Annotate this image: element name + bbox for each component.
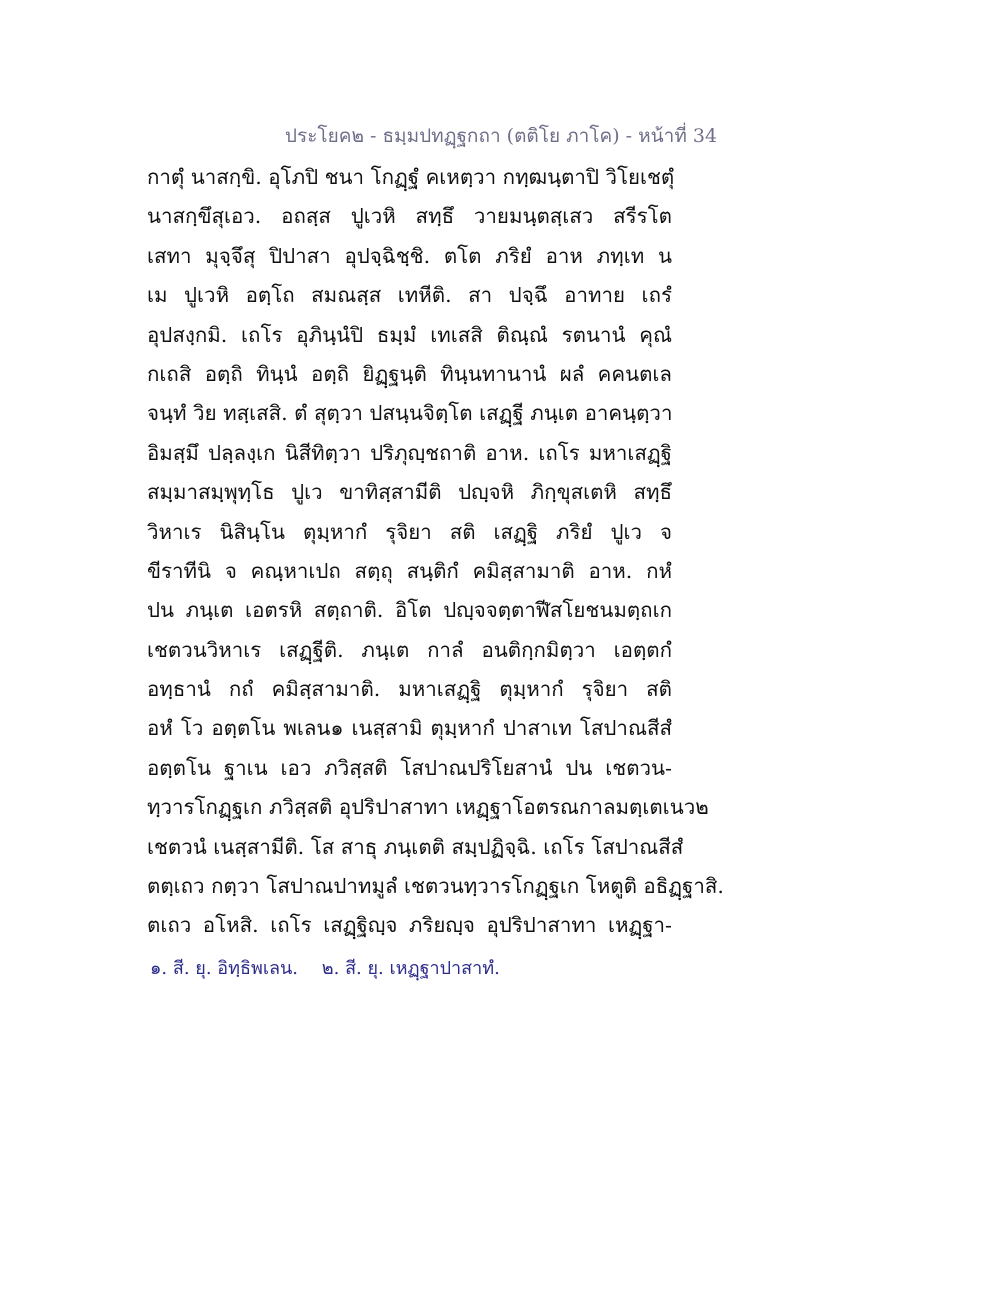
- text-line: ตตฺเถว กตฺวา โสปาณปาทมูลํ เชตวนทฺวารโกฏฺฐเก โหตูติ อธิฏฺฐาสิ.: [147, 874, 724, 899]
- text-line: ขีราทีนิ จ คณฺหาเปถ สตฺถุ สนฺติกํ คมิสฺสามาติ อาห. กหํ: [147, 558, 672, 583]
- text-line: นาสกฺขึสุเอว. อถสฺส ปูเวหิ สทฺธึ วายมนฺตสฺเสว สรีรโต: [147, 204, 672, 229]
- text-line: วิหาเร นิสินฺโน ตุมฺหากํ รุจิยา สติ เสฏฺฐิ ภริยํ ปูเว จ: [147, 519, 672, 544]
- page-header-title: ประโยค๒ - ธมฺมปทฏฺฐกถา (ตติโย ภาโค) - หน้าที่ 34: [284, 125, 718, 147]
- text-line: กเถสิ อตฺถิ ทินฺนํ อตฺถิ ยิฏฺฐนฺติ ทินฺนทานานํ ผลํ คคนตเล: [147, 361, 672, 386]
- footnotes: [150, 953, 518, 982]
- text-line: ตเถว อโหสิ. เถโร เสฏฺฐิญฺจ ภริยญฺจ อุปริปาสาทา เหฏฺฐา-: [147, 913, 672, 938]
- text-line: จนฺทํ วิย ทสฺเสสิ. ตํ สุตฺวา ปสนฺนจิตฺโต เสฏฺฐี ภนฺเต อาคนฺตฺวา: [147, 401, 673, 426]
- text-line: เสทา มุจฺจึสุ ปิปาสา อุปจฺฉิชฺชิ. ตโต ภริยํ อาห ภทฺเท น: [147, 243, 672, 268]
- text-line: อทฺธานํ กถํ คมิสฺสามาติ. มหาเสฏฺฐิ ตุมฺหากํ รุจิยา สติ: [147, 677, 672, 702]
- text-line: อิมสฺมึ ปลฺลงฺเก นิสีทิตฺวา ปริภุญฺชถาติ อาห. เถโร มหาเสฏฺฐิ: [147, 440, 672, 465]
- text-line: อตฺตโน ฐาเน เอว ภวิสฺสติ โสปาณปริโยสานํ ปน เชตวน-: [147, 755, 672, 780]
- text-line: ทฺวารโกฏฺฐเก ภวิสฺสติ อุปริปาสาทา เหฏฺฐาโอตรณกาลมตฺเตเนว๒: [147, 795, 709, 820]
- text-line: กาตุํ นาสกฺขิ. อุโภปิ ชนา โกฏฺฐํ คเหตฺวา กทฺฒนฺตาปิ วิโยเชตุํ: [147, 165, 675, 189]
- text-line: เชตวนํ เนสฺสามีติ. โส สาธุ ภนฺเตติ สมฺปฏิจฺฉิ. เถโร โสปาณสีสํ: [147, 834, 684, 859]
- footnote-1: ๑. สี. ยุ. อิทฺธิพเลน.: [150, 958, 299, 979]
- text-line: เม ปูเวหิ อตฺโถ สมณสฺส เทหีติ. สา ปจฺฉึ อาทาย เถรํ: [147, 283, 672, 308]
- body-text: [147, 158, 724, 946]
- text-line: สมฺมาสมฺพุทฺโธ ปูเว ขาทิสฺสามีติ ปญฺจหิ ภิกฺขุสเตหิ สทฺธึ: [147, 480, 672, 505]
- footnote-2: ๒. สี. ยุ. เหฏฺฐาปาสาทํ.: [321, 958, 500, 979]
- text-line: อุปสงฺกมิ. เถโร อุภินฺนํปิ ธมฺมํ เทเสสิ ติณฺณํ รตนานํ คุณํ: [147, 322, 672, 347]
- text-line: อหํ โว อตฺตโน พเลน๑ เนสฺสามิ ตุมฺหากํ ปาสาเท โสปาณสีสํ: [147, 716, 672, 741]
- page-header: [0, 121, 1000, 151]
- text-line: เชตวนวิหาเร เสฏฺฐีติ. ภนฺเต กาลํ อนติกฺกมิตฺวา เอตฺตกํ: [147, 637, 672, 662]
- text-line: ปน ภนฺเต เอตรหิ สตฺถาติ. อิโต ปญฺจจตฺตาฬีสโยชนมตฺถเก: [147, 598, 672, 623]
